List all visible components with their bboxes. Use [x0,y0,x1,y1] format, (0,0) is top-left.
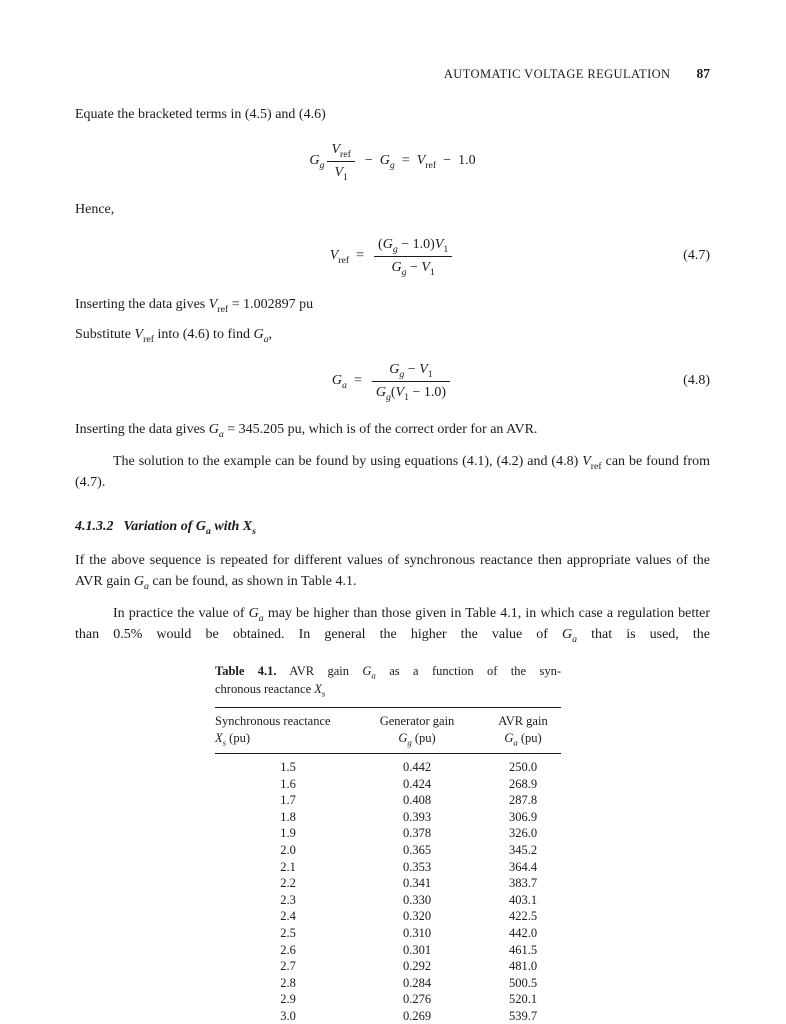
cell-ga: 500.5 [508,975,538,990]
unit-label: (pu) [517,731,542,746]
cell-ga: 364.4 [508,859,538,874]
equation-4-7 [75,236,710,276]
table-section [215,662,561,1024]
sub-1: 1 [343,171,348,183]
table-row [215,842,561,859]
page-number: 87 [696,66,710,81]
cell-gg: 0.341 [402,876,432,891]
var-G: G [382,237,393,252]
open-paren: ( [378,237,383,252]
var-V: V [134,327,144,342]
equation-body [309,141,475,181]
table-row [215,825,561,842]
table-row [215,1008,561,1024]
table-row [215,875,561,892]
denominator [374,257,452,277]
cell-ga: 520.1 [508,992,538,1007]
var-X: X [215,731,223,746]
sub-g: g [401,266,407,278]
sub-s: s [252,525,256,537]
var-G: G [504,731,514,746]
equation-body [330,236,456,276]
header-row [215,708,561,754]
paragraph-solution [75,451,710,493]
cell-ga: 461.5 [508,942,538,957]
cell-ga: 383.7 [508,876,538,891]
var-G: G [391,259,402,275]
cell-xs: 1.8 [280,809,296,824]
cell-gg: 0.292 [402,959,432,974]
avr-gain-table [215,707,561,1024]
text-run: may be higher than those given in Table 4.1, in which case a regulation better than 0.5% would be obtained. In general the higher the value of [75,606,710,642]
cell-gg: 0.353 [402,859,432,874]
var-V: V [419,362,428,377]
cell-gg: 0.330 [402,892,432,907]
table-row [215,809,561,826]
fraction [374,236,452,276]
cell-ga: 306.9 [508,809,538,824]
var-G: G [253,327,264,342]
var-G: G [195,519,206,534]
number-literal: 1.0 [458,153,476,169]
sub-a: a [371,670,376,681]
paragraph-inserting-vref [75,294,710,315]
equation-body [332,361,453,401]
text-run: Variation of [123,519,196,534]
cell-ga: 326.0 [508,826,538,841]
numerator [327,141,354,162]
sub-a: a [572,633,578,645]
sub-ref: ref [143,333,154,345]
numerator [372,361,450,382]
sub-g: g [407,737,412,748]
col-header-generator-gain [361,708,473,754]
cell-xs: 2.9 [280,992,296,1007]
var-V: V [208,297,218,312]
cell-xs: 3.0 [280,1008,296,1023]
text-run: Inserting the data gives [75,297,209,312]
equation-number: (4.7) [683,248,710,263]
paragraph-equate: Equate the bracketed terms in (4.5) and (4.6) [75,107,326,122]
denominator [327,162,354,182]
var-G: G [379,153,390,169]
var-V: V [434,237,444,252]
header-title: AVR gain [498,714,548,729]
var-G: G [389,362,400,377]
sub-a: a [258,612,264,624]
paragraph-inserting-ga [75,419,710,440]
cell-xs: 2.4 [280,909,296,924]
table-row [215,859,561,876]
sub-g: g [392,243,398,255]
sub-a: a [513,737,518,748]
cell-ga: 539.7 [508,1008,538,1023]
table-row [215,975,561,992]
cell-gg: 0.378 [402,826,432,841]
text-run: can be found, as shown in Table 4.1. [148,574,357,589]
var-G: G [562,627,573,642]
text-run: Substitute [75,327,135,342]
cell-ga: 442.0 [508,925,538,940]
sub-s: s [321,688,326,699]
sub-a: a [143,580,149,592]
equals-operator: = [356,248,365,264]
sub-ref: ref [338,255,350,267]
cell-xs: 1.7 [280,793,296,808]
var-G: G [362,664,372,678]
cell-ga: 403.1 [508,892,538,907]
text-run: = 345.205 pu, which is of the correct order for an AVR. [223,422,538,437]
var-V: V [334,164,343,180]
col-header-synchronous-reactance [215,708,361,754]
table-row [215,754,561,776]
cell-gg: 0.284 [402,975,432,990]
sub-ref: ref [590,460,602,472]
cell-gg: 0.269 [402,1008,432,1023]
cell-xs: 2.2 [280,876,296,891]
var-G: G [208,422,219,437]
sub-ref: ref [425,160,437,172]
cell-gg: 0.408 [402,793,432,808]
equation-4-8 [75,361,710,401]
cell-xs: 2.7 [280,959,296,974]
cell-gg: 0.310 [402,925,432,940]
sub-g: g [389,160,395,172]
cell-ga: 481.0 [508,959,538,974]
minus-operator: − [443,153,452,169]
unit-label: (pu) [226,731,250,746]
paragraph-if-above [75,550,710,592]
denominator [372,382,450,402]
cell-ga: 422.5 [508,909,538,924]
header-title: Generator gain [379,714,455,729]
var-G: G [331,373,343,389]
fraction [372,361,450,401]
var-X: X [314,682,322,697]
cell-ga: 287.8 [508,793,538,808]
text-run: chronous reactance [215,682,315,697]
text-run: that is used, the [577,627,710,642]
var-V: V [329,248,339,264]
sub-g: g [399,368,405,380]
var-X: X [242,519,253,534]
table-row [215,792,561,809]
math-fragment: − 1.0) [397,237,435,252]
var-G: G [248,606,259,621]
table-row [215,776,561,793]
paragraph-hence: Hence, [75,202,115,217]
cell-xs: 2.0 [280,842,296,857]
var-G: G [133,574,144,589]
sub-g: g [385,391,391,403]
col-header-avr-gain [473,708,561,754]
text-run: = 1.002897 pu [228,297,314,312]
text-run: with [210,519,243,534]
table-row [215,925,561,942]
sub-ref: ref [217,303,229,315]
text-run: can be found from (4.7). [75,454,711,490]
sub-g: g [319,160,325,172]
table-row [215,958,561,975]
sub-a: a [263,333,269,345]
cell-gg: 0.424 [402,776,432,791]
var-V: V [421,259,430,275]
text-run: AVR gain [289,664,363,678]
sub-1: 1 [404,391,410,403]
sub-a: a [342,380,347,392]
cell-xs: 1.5 [280,760,296,774]
cell-gg: 0.320 [402,909,432,924]
sub-1: 1 [427,368,433,380]
cell-ga: 250.0 [508,760,538,774]
sub-a: a [205,525,211,537]
var-V: V [416,153,426,169]
math-fragment: − 1.0) [409,384,447,400]
equation-number: (4.8) [683,373,710,388]
sub-s: s [222,737,227,748]
text-run: Inserting the data gives [75,422,209,437]
equation-bracket [75,141,710,181]
unit-label: (pu) [411,731,436,746]
text-run: as a function of the syn- [375,664,562,678]
table-label: Table 4.1. [215,664,277,678]
text-run: If the above sequence is repeated for different values of synchronous reactance then appropriate values of the AVR gain [75,553,710,589]
caption-line-1 [215,662,561,680]
cell-gg: 0.442 [402,760,432,774]
sub-1: 1 [429,266,435,278]
minus-operator: − [404,362,420,377]
minus-operator: − [364,153,373,169]
open-paren: ( [390,384,396,400]
header-symbol [361,730,473,747]
var-V: V [582,454,591,469]
numerator [374,236,452,257]
equals-operator: = [353,373,362,389]
var-V: V [331,142,341,157]
cell-xs: 2.1 [280,859,296,874]
section-title [123,519,256,537]
cell-xs: 2.5 [280,925,296,940]
fraction [327,141,354,181]
cell-ga: 268.9 [508,776,538,791]
minus-operator: − [406,259,422,275]
text-run: The solution to the example can be found by using equations (4.1), (4.2) and (4.8) [113,454,583,469]
paragraph-substitute [75,324,710,345]
section-number: 4.1.3.2 [75,519,114,534]
cell-gg: 0.393 [402,809,432,824]
sub-ref: ref [340,148,351,160]
header-symbol [485,730,561,747]
table-row [215,942,561,959]
caption-line-2 [215,680,561,698]
page-header [75,66,710,82]
cell-gg: 0.365 [402,842,432,857]
cell-ga: 345.2 [508,842,538,857]
text-run: In practice the value of [113,606,249,621]
section-heading [75,519,710,535]
table-row [215,908,561,925]
cell-xs: 1.6 [280,776,296,791]
sub-a: a [218,428,224,440]
var-G: G [398,731,408,746]
cell-xs: 2.3 [280,892,296,907]
var-G: G [375,384,386,400]
table-head [215,708,561,754]
cell-xs: 2.8 [280,975,296,990]
text-run: , [268,327,273,342]
paragraph-in-practice [75,603,710,645]
table-caption [215,662,561,698]
text-run: into (4.6) to find [153,327,254,342]
table-row [215,991,561,1008]
sub-1: 1 [443,243,449,255]
cell-xs: 1.9 [280,826,296,841]
table-body [215,754,561,1024]
cell-xs: 2.6 [280,942,296,957]
header-symbol [215,730,361,747]
running-title: AUTOMATIC VOLTAGE REGULATION [443,67,671,81]
header-title: Synchronous reactance [215,714,331,729]
var-G: G [309,153,320,169]
cell-gg: 0.276 [402,992,432,1007]
table-row [215,892,561,909]
equals-operator: = [401,153,410,169]
cell-gg: 0.301 [402,942,432,957]
var-V: V [395,384,405,400]
